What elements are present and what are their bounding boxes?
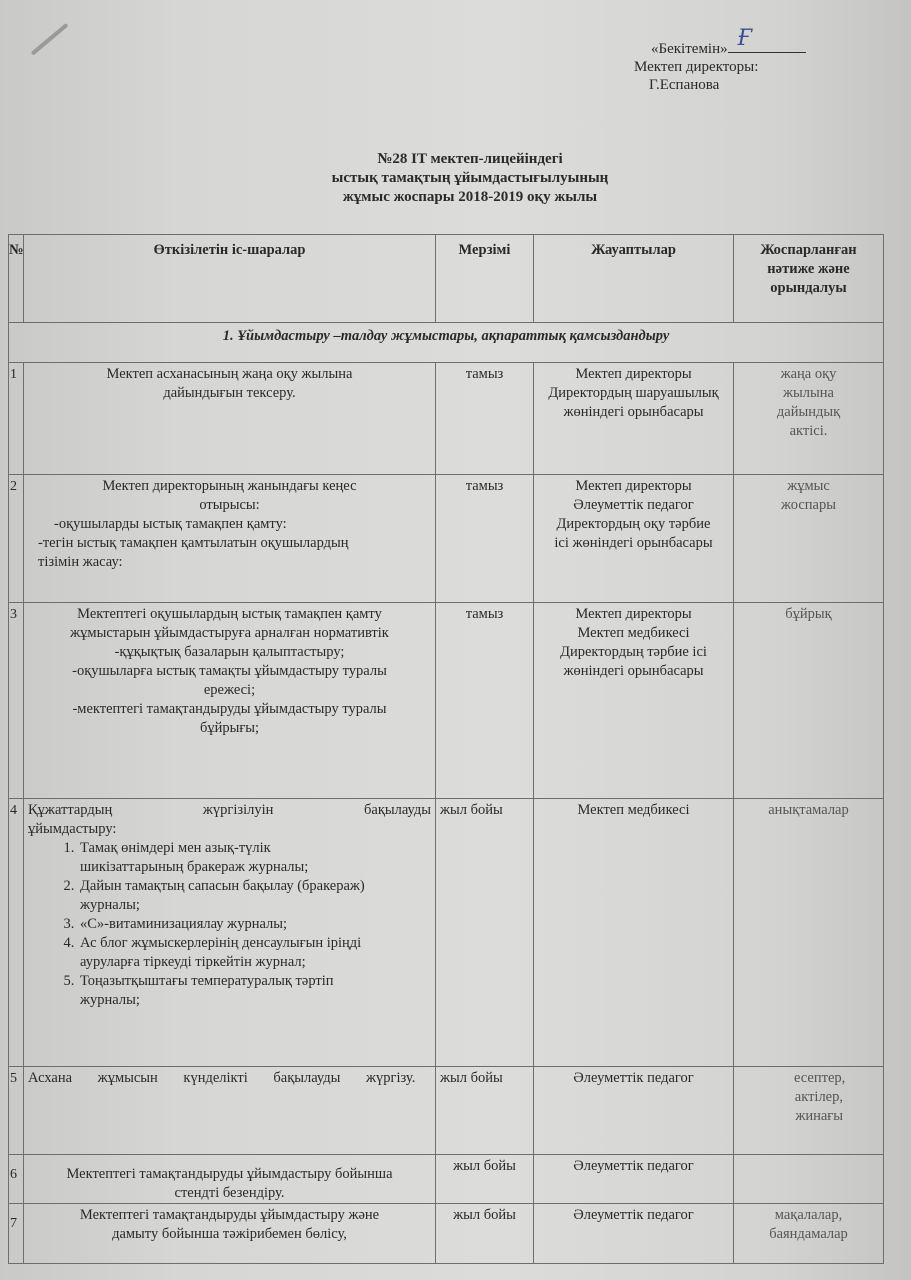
deadline-cell: тамыз: [436, 475, 534, 603]
row-number: 7: [9, 1204, 24, 1264]
activity-cell: [24, 475, 436, 603]
result-cell: есептер, актілер, жинағы: [734, 1067, 884, 1155]
approval-block: [634, 26, 806, 94]
row-number: 6: [9, 1155, 24, 1204]
responsible-cell: [534, 1204, 734, 1264]
approval-line: [634, 26, 806, 58]
activity-line: -оқушыларды ыстық тамақпен қамту:: [54, 516, 287, 532]
paper-clip-mark: [31, 23, 69, 56]
table-row: [9, 1155, 884, 1204]
row-number: 1: [9, 363, 24, 475]
row-number: 2: [9, 475, 24, 603]
deadline-cell: жыл бойы: [436, 1155, 534, 1204]
journal-list: [28, 839, 431, 1010]
activity-cell: Асхана жұмысын күнделікті бақылауды жүргізу.: [24, 1067, 436, 1155]
journal-item: 5. Тоңазытқыштағы температуралық тәртіп журналы;: [78, 972, 371, 1010]
section-heading: 1. Ұйымдастыру –талдау жұмыстары, ақпараттық қамсыздандыру: [9, 323, 884, 363]
responsible-cell: [534, 475, 734, 603]
responsible-person: Әлеуметтік педагог: [573, 1207, 694, 1223]
header-responsible: Жауаптылар: [534, 235, 734, 323]
header-result: Жоспарланған нәтиже және орындалуы: [734, 235, 884, 323]
signature-line: [728, 26, 806, 53]
responsible-cell: [534, 363, 734, 475]
director-name: Г.Еспанова: [649, 77, 720, 93]
title-line-1: №28 IT мектеп-лицейіндегі: [377, 151, 563, 167]
deadline-cell: жыл бойы: [436, 1067, 534, 1155]
activity-line: -тегін ыстық тамақпен қамтылатын оқушылардың тізімін жасау:: [38, 535, 349, 570]
activity-line: -оқушыларға ыстық тамақты ұйымдастыру туралы ережесі;: [72, 663, 387, 698]
deadline-cell: жыл бойы: [436, 1204, 534, 1264]
header-deadline: Мерзімі: [436, 235, 534, 323]
deadline-cell: тамыз: [436, 603, 534, 799]
activity-line: Мектеп директорының жанындағы кеңес отырысы:: [102, 478, 357, 513]
activity-intro: Құжаттардың жүргізілуін бақылауды ұйымдастыру:: [28, 802, 431, 837]
row-number: 4: [9, 799, 24, 1067]
responsible-cell: [534, 799, 734, 1067]
responsible-cell: [534, 1067, 734, 1155]
table-row: [9, 799, 884, 1067]
responsible-person: Әлеуметтік педагог: [573, 1158, 694, 1174]
journal-item: 3. «С»-витаминизациялау журналы;: [78, 915, 371, 934]
section-heading-row: [9, 323, 884, 363]
responsible-person: Мектеп медбикесі: [577, 802, 690, 818]
approved-label: «Бекітемін»: [651, 41, 728, 57]
table-row: [9, 475, 884, 603]
director-position: Мектеп директоры:: [634, 59, 759, 75]
activity-line: -құқықтық базаларын қалыптастыру;: [114, 644, 345, 660]
table-row: [9, 603, 884, 799]
header-num: №: [9, 235, 24, 323]
journal-item: 4. Ас блог жұмыскерлерінің денсаулығын іріңді ауруларға тіркеуді тіркейтін журнал;: [78, 934, 371, 972]
responsible-person: Мектеп директоры: [575, 366, 692, 382]
responsible-person: Мектеп медбикесі: [577, 625, 690, 641]
journal-item: 1. Тамақ өнімдері мен азық-түлік шикізаттарының бракераж журналы;: [78, 839, 371, 877]
activity-cell: Мектеп асханасының жаңа оқу жылына дайындығын тексеру.: [24, 363, 436, 475]
responsible-cell: [534, 1155, 734, 1204]
activity-line: Мектептегі оқушылардың ыстық тамақпен қамту жұмыстарын ұйымдастыруға арналған нормативтік: [70, 606, 389, 641]
activity-cell: Мектептегі тамақтандыруды ұйымдастыру және дамыту бойынша тәжірибемен бөлісу,: [24, 1204, 436, 1264]
title-line-3: жұмыс жоспары 2018-2019 оқу жылы: [342, 189, 598, 205]
table-row: [9, 1067, 884, 1155]
responsible-person: Директордың тәрбие ісі жөніндегі орынбасары: [560, 644, 707, 679]
table-header-row: [9, 235, 884, 323]
result-cell: жұмыс жоспары: [734, 475, 884, 603]
activity-cell: Мектептегі тамақтандыруды ұйымдастыру бойынша стендті безендіру.: [24, 1155, 436, 1204]
deadline-cell: тамыз: [436, 363, 534, 475]
table-row: [9, 1204, 884, 1264]
result-cell: жаңа оқу жылына дайындық актісі.: [734, 363, 884, 475]
responsible-person: Әлеуметтік педагог: [573, 497, 694, 513]
document-title: [280, 150, 660, 207]
activity-line: -мектептегі тамақтандыруды ұйымдастыру туралы бұйрығы;: [72, 701, 387, 736]
journal-item: 2. Дайын тамақтың сапасын бақылау (бракераж) журналы;: [78, 877, 371, 915]
row-number: 5: [9, 1067, 24, 1155]
responsible-person: Әлеуметтік педагог: [573, 1070, 694, 1086]
responsible-person: Директордың шаруашылық жөніндегі орынбасары: [548, 385, 719, 420]
responsible-person: Директордың оқу тәрбие ісі жөніндегі орынбасары: [554, 516, 713, 551]
row-number: 3: [9, 603, 24, 799]
table-row: [9, 363, 884, 475]
activity-cell: [24, 603, 436, 799]
activity-cell: [24, 799, 436, 1067]
result-cell: мақалалар, баяндамалар: [734, 1204, 884, 1264]
result-cell: [734, 1155, 884, 1204]
responsible-person: Мектеп директоры: [575, 606, 692, 622]
work-plan-table: [8, 234, 884, 1264]
header-activity: Өткізілетін іс-шаралар: [24, 235, 436, 323]
deadline-cell: жыл бойы: [436, 799, 534, 1067]
responsible-person: Мектеп директоры: [575, 478, 692, 494]
result-cell: анықтамалар: [734, 799, 884, 1067]
signature: Ғ: [737, 26, 753, 51]
title-line-2: ыстық тамақтың ұйымдастығылуының: [331, 170, 609, 186]
responsible-cell: [534, 603, 734, 799]
result-cell: бұйрық: [734, 603, 884, 799]
